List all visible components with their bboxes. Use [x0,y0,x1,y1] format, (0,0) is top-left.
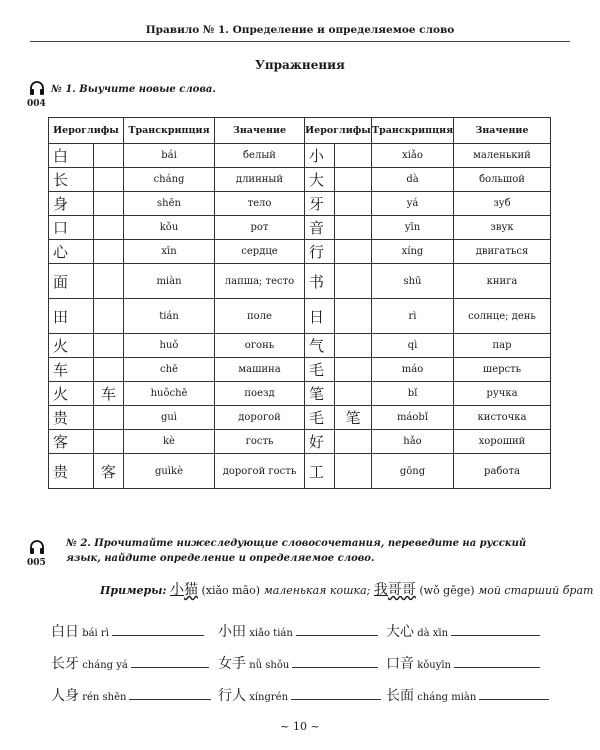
answer-blank[interactable] [296,625,378,636]
transcription-cell: hǎo [372,430,454,454]
answer-blank[interactable] [129,689,211,700]
meaning-cell: зуб [454,192,551,216]
table-row [49,240,551,264]
example-2-hanzi-attribute: 我 [373,582,388,598]
hanzi-cell: 气 [305,334,335,358]
phrase-item [51,653,209,673]
table-row [49,382,551,406]
transcription-cell: bǐ [372,382,454,406]
hanzi-cell [94,264,124,299]
transcription-cell: rì [372,299,454,334]
hanzi-cell [94,299,124,334]
phrase-hanzi: 口音 [386,656,414,672]
meaning-cell: гость [215,430,305,454]
hanzi-cell [94,168,124,192]
meaning-cell: большой [454,168,551,192]
phrase-item [386,685,549,705]
example-1-pinyin: (xiǎo māo) [201,584,261,597]
phrase-hanzi: 女手 [218,656,246,672]
transcription-cell: chē [124,358,215,382]
hanzi-cell: 贵 [49,454,94,489]
transcription-cell: kè [124,430,215,454]
hanzi-cell: 牙 [305,192,335,216]
page-number: ~ 10 ~ [280,720,320,733]
phrase-pinyin: kǒuyīn [417,660,451,671]
transcription-cell: tián [124,299,215,334]
meaning-cell: книга [454,264,551,299]
example-2-pinyin: (wǒ gēge) [419,584,475,597]
meaning-cell: белый [215,144,305,168]
meaning-cell: ручка [454,382,551,406]
transcription-cell: yīn [372,216,454,240]
hanzi-cell [335,454,372,489]
answer-blank[interactable] [291,689,381,700]
phrase-item [218,653,378,673]
phrase-pinyin: cháng miàn [417,692,477,703]
table-row [49,430,551,454]
audio-track-number: 005 [27,558,46,568]
phrase-pinyin: xiǎo tián [249,628,293,639]
section-title: Упражнения [255,58,345,72]
hanzi-cell: 火 [49,382,94,406]
transcription-cell: huǒchē [124,382,215,406]
phrase-pinyin: bái rì [82,628,109,639]
meaning-cell: поле [215,299,305,334]
hanzi-cell: 小 [305,144,335,168]
answer-blank[interactable] [454,657,540,668]
hanzi-cell [335,168,372,192]
transcription-cell: xiǎo [372,144,454,168]
transcription-cell: máo [372,358,454,382]
hanzi-cell: 贵 [49,406,94,430]
meaning-cell: дорогой [215,406,305,430]
table-row [49,358,551,382]
meaning-cell: работа [454,454,551,489]
example-1-hanzi-attribute: 小 [169,582,184,598]
hanzi-cell [335,334,372,358]
column-header: Значение [454,118,551,144]
phrase-hanzi: 行人 [218,688,246,704]
transcription-cell: cháng [124,168,215,192]
example-2-translation: мой старший брат [478,584,594,597]
phrase-pinyin: xíngrén [249,692,289,703]
phrase-hanzi: 人身 [51,688,79,704]
transcription-cell: gōng [372,454,454,489]
hanzi-cell: 长 [49,168,94,192]
hanzi-cell [94,334,124,358]
meaning-cell: поезд [215,382,305,406]
hanzi-cell: 车 [94,382,124,406]
hanzi-cell [335,240,372,264]
column-header: Транскрипция [124,118,215,144]
answer-blank[interactable] [451,625,540,636]
phrase-hanzi: 长牙 [51,656,79,672]
hanzi-cell: 毛 [305,358,335,382]
phrase-hanzi: 白日 [51,624,79,640]
example-1-translation: маленькая кошка; [263,584,371,597]
hanzi-cell [335,382,372,406]
hanzi-cell [94,406,124,430]
meaning-cell: шерсть [454,358,551,382]
hanzi-cell: 心 [49,240,94,264]
column-header: Иероглифы [49,118,124,144]
examples-label: Примеры: [100,584,167,597]
answer-blank[interactable] [131,657,209,668]
audio-track-number: 004 [27,99,46,109]
hanzi-cell: 白 [49,144,94,168]
exercise-2-title: № 2. Прочитайте нижеследующие словосочетания, переведите на русский язык, найдите определение и определяемое слово. [66,538,527,564]
phrase-hanzi: 小田 [218,624,246,640]
column-header: Транскрипция [372,118,454,144]
meaning-cell: тело [215,192,305,216]
meaning-cell: хороший [454,430,551,454]
table-row [49,264,551,299]
hanzi-cell: 音 [305,216,335,240]
hanzi-cell: 车 [49,358,94,382]
hanzi-cell [335,216,372,240]
hanzi-cell: 火 [49,334,94,358]
transcription-cell: guì [124,406,215,430]
examples-line [100,579,593,599]
hanzi-cell [335,430,372,454]
hanzi-cell [94,192,124,216]
phrase-pinyin: dà xīn [417,628,449,639]
meaning-cell: солнце; день [454,299,551,334]
phrase-item [51,621,204,641]
phrase-item [386,653,540,673]
hanzi-cell: 客 [49,430,94,454]
meaning-cell: двигаться [454,240,551,264]
hanzi-cell [335,192,372,216]
table-row [49,192,551,216]
table-row [49,144,551,168]
phrase-hanzi: 长面 [386,688,414,704]
table-row [49,299,551,334]
hanzi-cell [335,358,372,382]
hanzi-cell [94,144,124,168]
hanzi-cell: 行 [305,240,335,264]
running-header: Правило № 1. Определение и определяемое слово [30,24,570,42]
transcription-cell: máobǐ [372,406,454,430]
vocabulary-table [48,117,551,489]
hanzi-cell: 书 [305,264,335,299]
hanzi-cell: 客 [94,454,124,489]
phrase-pinyin: nǚ shǒu [249,660,290,671]
hanzi-cell [94,430,124,454]
phrase-pinyin: rén shēn [82,692,127,703]
phrase-hanzi: 大心 [386,624,414,640]
hanzi-cell [94,240,124,264]
table-row [49,334,551,358]
meaning-cell: длинный [215,168,305,192]
hanzi-cell: 身 [49,192,94,216]
meaning-cell: дорогой гость [215,454,305,489]
meaning-cell: сердце [215,240,305,264]
hanzi-cell: 面 [49,264,94,299]
table-row [49,216,551,240]
hanzi-cell: 口 [49,216,94,240]
answer-blank[interactable] [479,689,549,700]
hanzi-cell [335,144,372,168]
phrase-item [218,621,378,641]
transcription-cell: guìkè [124,454,215,489]
transcription-cell: miàn [124,264,215,299]
hanzi-cell: 毛 [305,406,335,430]
column-header: Значение [215,118,305,144]
meaning-cell: лапша; тесто [215,264,305,299]
transcription-cell: yá [372,192,454,216]
hanzi-cell: 日 [305,299,335,334]
transcription-cell: huǒ [124,334,215,358]
hanzi-cell [94,216,124,240]
answer-blank[interactable] [292,657,378,668]
transcription-cell: xíng [372,240,454,264]
phrase-item [386,621,540,641]
headphones-icon[interactable] [29,80,45,96]
example-2-hanzi-head: 哥哥 [387,582,416,598]
meaning-cell: машина [215,358,305,382]
meaning-cell: кисточка [454,406,551,430]
exercise-1-title: № 1. Выучите новые слова. [51,84,216,95]
table-row [49,454,551,489]
transcription-cell: dà [372,168,454,192]
table-row [49,406,551,430]
hanzi-cell: 笔 [305,382,335,406]
headphones-icon[interactable] [29,539,45,555]
column-header: Иероглифы [305,118,372,144]
hanzi-cell: 好 [305,430,335,454]
table-row [49,168,551,192]
example-1-hanzi-head: 猫 [183,582,198,598]
hanzi-cell: 田 [49,299,94,334]
phrase-item [51,685,211,705]
answer-blank[interactable] [112,625,204,636]
meaning-cell: рот [215,216,305,240]
hanzi-cell: 笔 [335,406,372,430]
transcription-cell: shēn [124,192,215,216]
hanzi-cell: 工 [305,454,335,489]
transcription-cell: kǒu [124,216,215,240]
hanzi-cell [94,358,124,382]
meaning-cell: огонь [215,334,305,358]
phrase-pinyin: cháng yá [82,660,128,671]
meaning-cell: маленький [454,144,551,168]
hanzi-cell [335,299,372,334]
meaning-cell: звук [454,216,551,240]
phrase-item [218,685,381,705]
table-header-row [49,118,551,144]
transcription-cell: shū [372,264,454,299]
transcription-cell: xīn [124,240,215,264]
hanzi-cell [335,264,372,299]
meaning-cell: пар [454,334,551,358]
transcription-cell: qì [372,334,454,358]
hanzi-cell: 大 [305,168,335,192]
transcription-cell: bái [124,144,215,168]
